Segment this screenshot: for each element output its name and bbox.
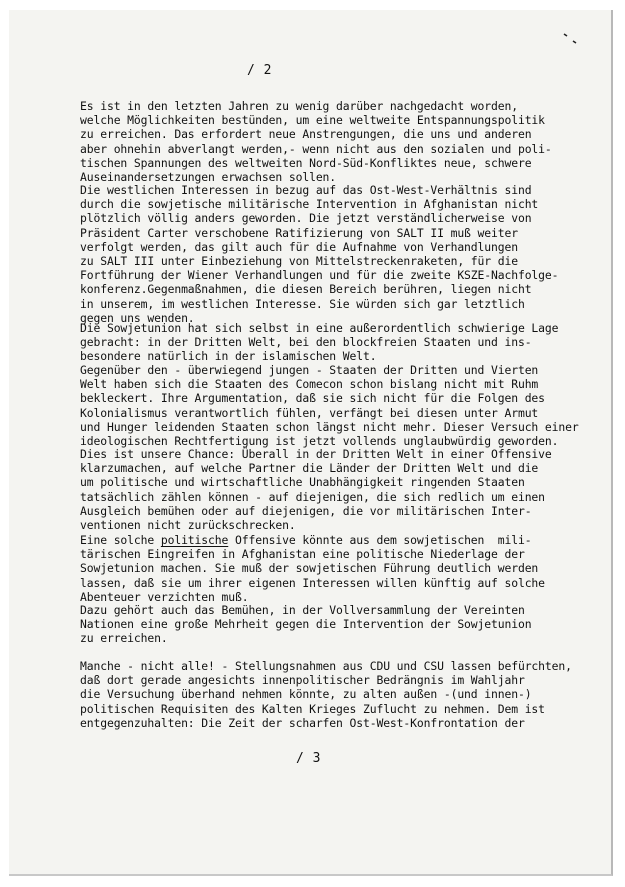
paragraph-entspannungspolitik: Es ist in den letzten Jahren zu wenig darüber nachgedacht worden, welche Möglichkeiten bestünden, um eine weltweite Entspannungspolitik zu erreichen. Das erfordert neue Anstrengungen, die uns und anderen aber ohnehin abverlangt werden,- wenn nicht aus den sozialen und poli- tischen Spannungen des weltweiten Nord-Süd-Konfliktes neue, schwere Auseinandersetzungen erwachsen sollen.: [80, 99, 552, 185]
paragraph-cdu-csu: Manche - nicht alle! - Stellungsnahmen aus CDU und CSU lassen befürchten, daß dort gerade angesichts innenpolitischer Bedrängnis im Wahljahr die Versuchung überhand nehmen könnte, zu alten außen -(und innen-) politischen Requisiten des Kalten Krieges Zuflucht zu nehmen. Dem ist entgegenzuhalten: Die Zeit der scharfen Ost-West-Konfrontation der: [80, 659, 572, 730]
paragraph-political-offensive: Eine solche politische Offensive könnte aus dem sowjetischen mili- tärischen Eingreifen in Afghanistan eine politische Niederlage der Sowjetunion machen. Sie muß der sowjetischen Führung deutlich werden lassen, daß sie um ihrer eigenen Interessen willen künftig auf solche Abenteuer verzichten muß.: [80, 533, 545, 604]
next-page-marker: / 3: [296, 751, 321, 766]
pen-scribble-icon: [563, 32, 577, 44]
paragraph-comecon: Gegenüber den - überwiegend jungen - Staaten der Dritten und Vierten Welt haben sich die Staaten des Comecon schon bislang nicht mit Ruhm bekleckert. Ihre Argumentation, daß sie sich nicht für die Folgen des Kolonialismus verantwortlich fühlen, verfängt bei diesen unter Armut und Hunger leidenden Staaten schon längst nicht mehr. Dieser Versuch einer ideologischen Rechtfertigung ist jetzt vollends unglaubwürdig geworden.: [80, 363, 579, 449]
underlined-word: politische: [160, 533, 229, 547]
paragraph-western-interests: Die westlichen Interessen in bezug auf das Ost-West-Verhältnis sind durch die sowjetische militärische Intervention in Afghanistan nicht plötzlich völlig anders geworden. Die jetzt verständlicherweise von Präsident Carter verschobene Ratifizierung von SALT II muß weiter verfolgt werden, das gilt auch für die Aufnahme von Verhandlungen zu SALT III unter Einbeziehung von Mittelstreckenraketen, für die Fortführung der Wiener Verhandlungen und für die zweite KSZE-Nachfolge- konferenz.Gegenmaßnahmen, die diesen Bereich berühren, liegen nicht in unserem, im westlichen Interesse. Sie würden sich gar letztlich gegen uns wenden.: [80, 183, 559, 325]
paragraph-soviet-position: Die Sowjetunion hat sich selbst in eine außerordentlich schwierige Lage gebracht: in der Dritten Welt, bei den blockfreien Staaten und ins- besondere natürlich in der islamischen Welt.: [80, 321, 559, 364]
page-number: / 2: [247, 63, 272, 78]
paragraph-united-nations: Dazu gehört auch das Bemühen, in der Vollversammlung der Vereinten Nationen eine große Mehrheit gegen die Intervention der Sowjetunion zu erreichen.: [80, 603, 532, 646]
paragraph-our-chance: Dies ist unsere Chance: Überall in der Dritten Welt in einer Offensive klarzumachen, auf welche Partner die Länder der Dritten Welt und die um politische und wirtschaftliche Unabhängigkeit ringenden Staaten tatsächlich zählen können - auf diejenigen, die sich redlich um einen Ausgleich bemühen oder auf diejenigen, die vor militärischen Inter- ventionen nicht zurückschrecken.: [80, 447, 552, 533]
